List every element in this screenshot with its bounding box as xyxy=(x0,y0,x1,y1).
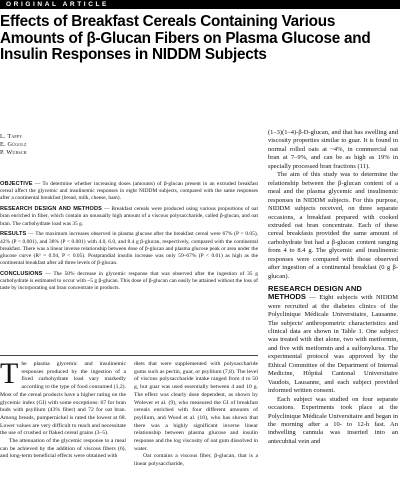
abstract-heading-methods: RESEARCH DESIGN AND METHODS xyxy=(0,206,102,213)
body-column-3 xyxy=(268,129,398,446)
abstract-heading-conclusions: CONCLUSIONS xyxy=(0,271,43,278)
abstract-heading-results: RESULTS xyxy=(0,231,27,238)
abstract-conclusions xyxy=(0,271,258,293)
body-column-2 xyxy=(134,361,258,469)
author-list xyxy=(0,133,200,157)
article-type-banner: ORIGINAL ARTICLE xyxy=(0,0,400,9)
author-name: L. Tappy xyxy=(0,133,23,140)
body-paragraph xyxy=(0,357,126,438)
abstract-conclusions-text: — The 50% decrease in glycemic response that was observed after the ingestion of 35 g carbohydrate is estimated to occur with ~5 g β-glucan. This dose of β-glucan can easily be attained without the loss of taste by incorporating oat bran concentrate in products. xyxy=(0,271,258,292)
body-column-1 xyxy=(0,357,126,461)
body-paragraph: diets that were supplemented with polysaccharide gums such as pectin, guar, or psyllium (7,8). The level of viscous polysaccharide intake ranged from 4 to 50 g, but guar was used essentially between 4 and 10 g. The effect was clearly dose dependent, as shown by Wolever et al. (9), who measured the GI of breakfast cereals enriched with four different amounts of psyllium, and Wood et al. (10), who has shown that there was a highly significant inverse linear relationship between plasma glucose and insulin response and the log viscosity of oat gum dissolved in water. xyxy=(134,361,258,452)
body-paragraph-text: he plasma glycemic and insulinemic responses produced by the ingestion of a fixed carbohydrate load vary markedly according to the type of food consumed (1,2). Most of the cereal products have a higher rating on the glycemic index (GI) with some exceptions: 67 for bran buds with psyllium (43% fiber) and 72 for oat bran. Among breads, pumpernickel is rated the lowest at 68. Lower values are very difficult to reach and necessitate the use of crushed or flaked cereal grains (3–5). xyxy=(0,361,126,437)
abstract-results-text: — The maximum increases observed in plasma glucose after the breakfast cereal were 67% (P < 0.05), 42% (P < 0.001), and 38% (P < 0.001) with 4.0, 6.0, and 8.4 g β-glucan, respectively, compared with the continental breakfast. There was a linear inverse relationship between dose of β-glucan and plasma glucose peak or area under the glucose curve (R² = 0.94, P < 0.05). Postprandial insulin increase was only 59–67% (P < 0.01) as high as the continental breakfast after all three levels of β-glucan. xyxy=(0,231,259,267)
body-paragraph: The attenuation of the glycemic response to a meal can be achieved by the addition of viscous fibers (6), and long-term beneficial effects were obtained with xyxy=(0,438,126,460)
abstract-divider xyxy=(0,355,258,356)
article-title: Effects of Breakfast Cereals Containing Various Amounts of β-Glucan Fibers on Plasma Glucose and Insulin Responses in NIDDM Subjects xyxy=(0,13,371,63)
body-paragraph-text: — Eight subjects with NIDDM were recruited at the diabetes clinics of the Polyclinique Médicale Universitaire, Lausanne. The subjects' anthropometric characteristics and clinical data are shown in Table 1. One subject was treated with diet alone, two with metformin, and five with metformin and a sulfonylurea. The experimental protocol was approved by the Ethical Committee of the Department of Internal Medicine, Hôpital Cantonal Universitaire Vaudois, Lausanne, and each subject provided informed written consent. xyxy=(268,294,399,395)
author-name: E. Gügolz xyxy=(0,141,27,148)
body-paragraph xyxy=(268,293,398,395)
abstract xyxy=(0,181,258,296)
body-paragraph: (1–3)(1–4)-β-D-glucan, and that has swelling and viscosity properties similar to guar. It is found in normal rolled oats at ~4%, in commercial oat bran at 7–9%, and can be as high as 19% in specially processed bran fractions (11). xyxy=(268,129,398,170)
body-paragraph: The aim of this study was to determine the relationship between the β-glucan content of a meal and the plasma glycemic and insulinemic responses in NIDDM subjects. For this purpose, NIDDM subjects received, on three separate occasions, a breakfast prepared with cooked extruded oat bran concentrate. Each of these cereal breakfasts provided the same amount of carbohydrate but had a β-glucan content ranging from 4 to 8.4 g. The glycemic and insulinemic responses were compared with those observed after ingestion of a continental breakfast (0 g β-glucan). xyxy=(268,171,398,280)
body-paragraph: Oat contains a viscous fiber, β-glucan, that is a linear polysaccharide, xyxy=(134,453,258,468)
author-name: P. Würsch xyxy=(0,149,27,156)
drop-cap: T xyxy=(0,357,19,390)
abstract-results xyxy=(0,231,258,267)
abstract-heading-objective: OBJECTIVE xyxy=(0,181,33,187)
abstract-objective xyxy=(0,181,258,203)
section-heading: RESEARCH DESIGN AND xyxy=(268,284,363,294)
abstract-methods xyxy=(0,206,258,228)
section-heading-continued: METHODS xyxy=(268,292,306,302)
body-paragraph: Each subject was studied on four separate occasions. Experiments took place at the Polyclinique Médicale Universitaire and began in the morning after a 10- to 12-h fast. An indwelling cannula was inserted into an antecubital vein and xyxy=(268,395,398,445)
abstract-objective-text: — To determine whether increasing doses (amounts) of β-glucan present in an extruded breakfast cereal affect the glycemic and insulinemic responses in eight NIDDM subjects, compared with the same responses after a continental breakfast (bread, milk, cheese, ham). xyxy=(0,181,258,202)
abstract-methods-text: — Breakfast cereals were produced using various proportions of oat bran enriched in fiber, which contain an unusually high amount of a viscous polysaccharide, called β-glucan, and oat bran. The carbohydrate load was 35 g. xyxy=(0,206,258,227)
